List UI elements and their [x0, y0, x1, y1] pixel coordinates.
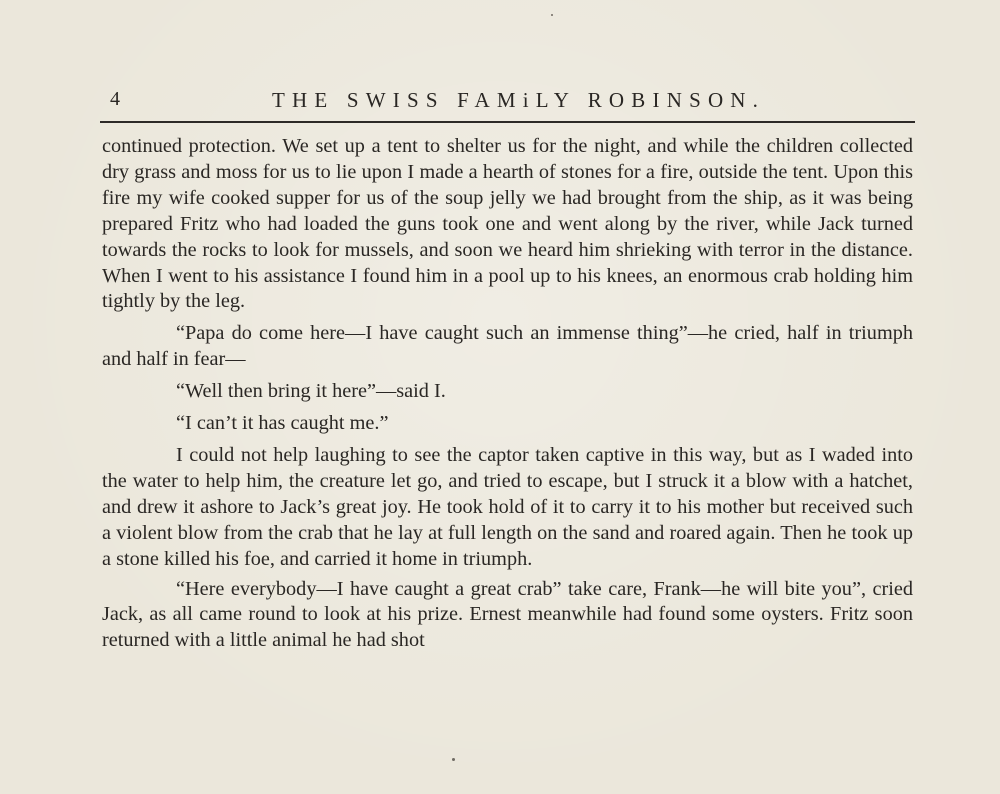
paragraph-here-everybody: “Here everybody—I have caught a great crab” take care, Frank—he will bite you”, cried Jack, as all came round to look at his prize. Ernest meanwhile had found some oysters. Fritz soon returned with a little animal he had shot — [102, 577, 913, 652]
paragraph-continued-protection: continued protection. We set up a tent to shelter us for the night, and while the children collected dry grass and moss for us to lie upon I made a hearth of stones for a fire, outside the tent. Upon this fire my wife cooked supper for us of the soup jelly we had brought from the ship, as it was being prepared Fritz who had loaded the guns took one and went along by the river, while Jack turned towards the rocks to look for mussels, and soon we heard him shrieking with terror in the distance. When I went to his assistance I found him in a pool up to his knees, an enormous crab holding him tightly by the leg. — [102, 135, 913, 313]
paragraph-i-could-not-help-laughing: I could not help laughing to see the captor taken captive in this way, but as I waded into the water to help him, the creature let go, and tried to escape, but I struck it a blow with a hatchet, and drew it ashore to Jack’s great joy. He took hold of it to carry it to his mother but received such a violent blow from the crab that he lay at full length on the sand and roared again. Then he took up a stone killed his foe, and carried it home in triumph. — [102, 443, 913, 570]
running-title: THE SWISS FAMiLY ROBINSON. — [272, 88, 766, 112]
paragraph-papa-do-come-here: “Papa do come here—I have caught such an immense thing”—he cried, half in triumph and half in fear— — [102, 322, 913, 371]
paragraph-well-then-bring-it: “Well then bring it here”—said I. — [176, 380, 446, 403]
paragraph-i-cant: “I can’t it has caught me.” — [176, 412, 389, 435]
page-number: 4 — [110, 88, 121, 110]
paper-speck — [551, 14, 553, 16]
header-rule — [100, 121, 915, 123]
body-text — [102, 134, 913, 654]
page-header — [100, 84, 915, 118]
paper-speck — [452, 758, 455, 761]
